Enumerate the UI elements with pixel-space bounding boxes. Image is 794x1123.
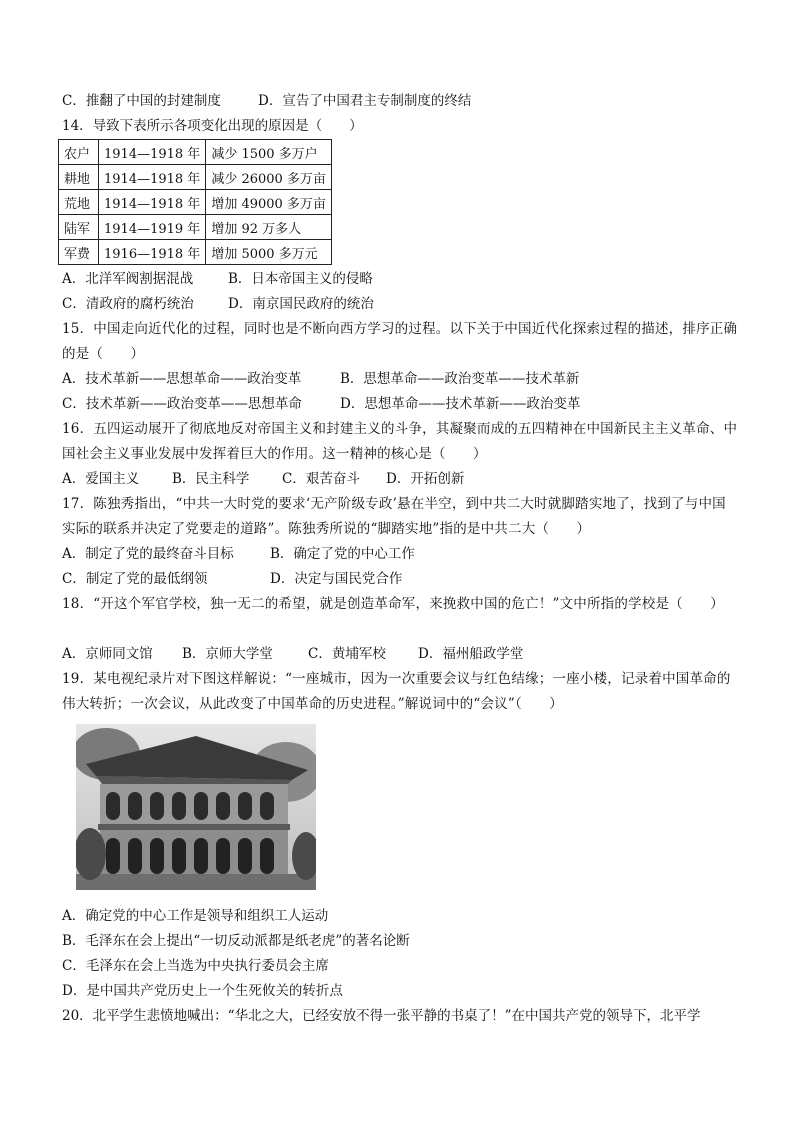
- q18-option-a: A．京师同文馆: [62, 646, 153, 662]
- q16-stem: 16．五四运动展开了彻底地反对帝国主义和封建主义的斗争，其凝聚而成的五四精神在中国新民主主义革命、中国社会主义事业发展中发挥着巨大的作用。这一精神的核心是（ ）: [62, 421, 738, 462]
- q17-option-b: B．确定了党的中心工作: [270, 546, 415, 562]
- table-cell: 增加 5000 多万元: [206, 240, 332, 265]
- q15-stem: 15．中国走向近代化的过程，同时也是不断向西方学习的过程。以下关于中国近代化探索过程的描述，排序正确的是（ ）: [62, 321, 738, 362]
- q18-stem: 18．“开这个军官学校，独一无二的希望，就是创造革命军，来挽救中国的危亡！”文中所指的学校是（ ）: [62, 596, 724, 612]
- q19-option-b: B．毛泽东在会上提出“一切反动派都是纸老虎”的著名论断: [62, 933, 410, 949]
- q15-option-a: A．技术革新——思想革命——政治变革: [62, 371, 302, 387]
- table-cell: 1916—1918 年: [99, 240, 206, 265]
- q16-option-c: C．艰苦奋斗: [282, 471, 360, 487]
- table-row: [59, 140, 332, 165]
- q14-option-a: A．北洋军阀割据混战: [62, 271, 194, 287]
- q17-option-d: D．决定与国民党合作: [270, 571, 403, 587]
- q13-option-d: D．宣告了中国君主专制制度的终结: [258, 93, 472, 109]
- table-row: [59, 190, 332, 215]
- q17-option-a: A．制定了党的最终奋斗目标: [62, 546, 234, 562]
- table-cell: 1914—1919 年: [99, 215, 206, 240]
- table-cell: 农户: [59, 140, 99, 165]
- q14-stem: 14．导致下表所示各项变化出现的原因是（ ）: [62, 118, 363, 134]
- building-illustration: [76, 724, 316, 890]
- table-row: [59, 240, 332, 265]
- q17-stem: 17．陈独秀指出，“中共一大时党的要求‘无产阶级专政’悬在半空，到中共二大时就脚踏实地了，找到了与中国实际的联系并决定了党要走的道路”。陈独秀所说的“脚踏实地”指的是中共二大（ ）: [62, 496, 726, 537]
- table-row: [59, 165, 332, 190]
- q16-option-b: B．民主科学: [172, 471, 250, 487]
- q19-option-c: C．毛泽东在会上当选为中央执行委员会主席: [62, 958, 329, 974]
- q14-option-c: C．清政府的腐朽统治: [62, 296, 194, 312]
- q19-option-a: A．确定党的中心工作是领导和组织工人运动: [62, 908, 329, 924]
- table-row: [59, 215, 332, 240]
- table-cell: 1914—1918 年: [99, 165, 206, 190]
- q18-option-c: C．黄埔军校: [308, 646, 386, 662]
- q16-option-a: A．爱国主义: [62, 471, 140, 487]
- table-cell: 1914—1918 年: [99, 190, 206, 215]
- table-cell: 陆军: [59, 215, 99, 240]
- q14-option-b: B．日本帝国主义的侵略: [228, 271, 373, 287]
- table-cell: 军费: [59, 240, 99, 265]
- q15-option-b: B．思想革命——政治变革——技术革新: [340, 371, 580, 387]
- q18-option-d: D．福州船政学堂: [418, 646, 524, 662]
- table-cell: 耕地: [59, 165, 99, 190]
- q20-stem: 20．北平学生悲愤地喊出：“华北之大，已经安放不得一张平静的书桌了！”在中国共产党的领导下，北平学: [62, 1008, 701, 1024]
- historic-building-photo: [76, 724, 316, 890]
- q19-stem: 19．某电视纪录片对下图这样解说：“一座城市，因为一次重要会议与红色结缘；一座小楼，记录着中国革命的伟大转折；一次会议，从此改变了中国革命的历史进程。”解说词中的“会议”（ ）: [62, 671, 731, 712]
- table-cell: 增加 92 万多人: [206, 215, 332, 240]
- table-cell: 荒地: [59, 190, 99, 215]
- table-cell: 1914—1918 年: [99, 140, 206, 165]
- q16-option-d: D．开拓创新: [386, 471, 465, 487]
- q14-table: [58, 139, 332, 265]
- q18-option-b: B．京师大学堂: [182, 646, 273, 662]
- q15-option-c: C．技术革新——政治变革——思想革命: [62, 396, 302, 412]
- q14-option-d: D．南京国民政府的统治: [228, 296, 374, 312]
- q19-option-d: D．是中国共产党历史上一个生死攸关的转折点: [62, 983, 343, 999]
- table-cell: 减少 26000 多万亩: [206, 165, 332, 190]
- q17-option-c: C．制定了党的最低纲领: [62, 571, 208, 587]
- q15-option-d: D．思想革命——技术革新——政治变革: [340, 396, 581, 412]
- q13-option-c: C．推翻了中国的封建制度: [62, 93, 221, 109]
- table-cell: 增加 49000 多万亩: [206, 190, 332, 215]
- table-cell: 减少 1500 多万户: [206, 140, 332, 165]
